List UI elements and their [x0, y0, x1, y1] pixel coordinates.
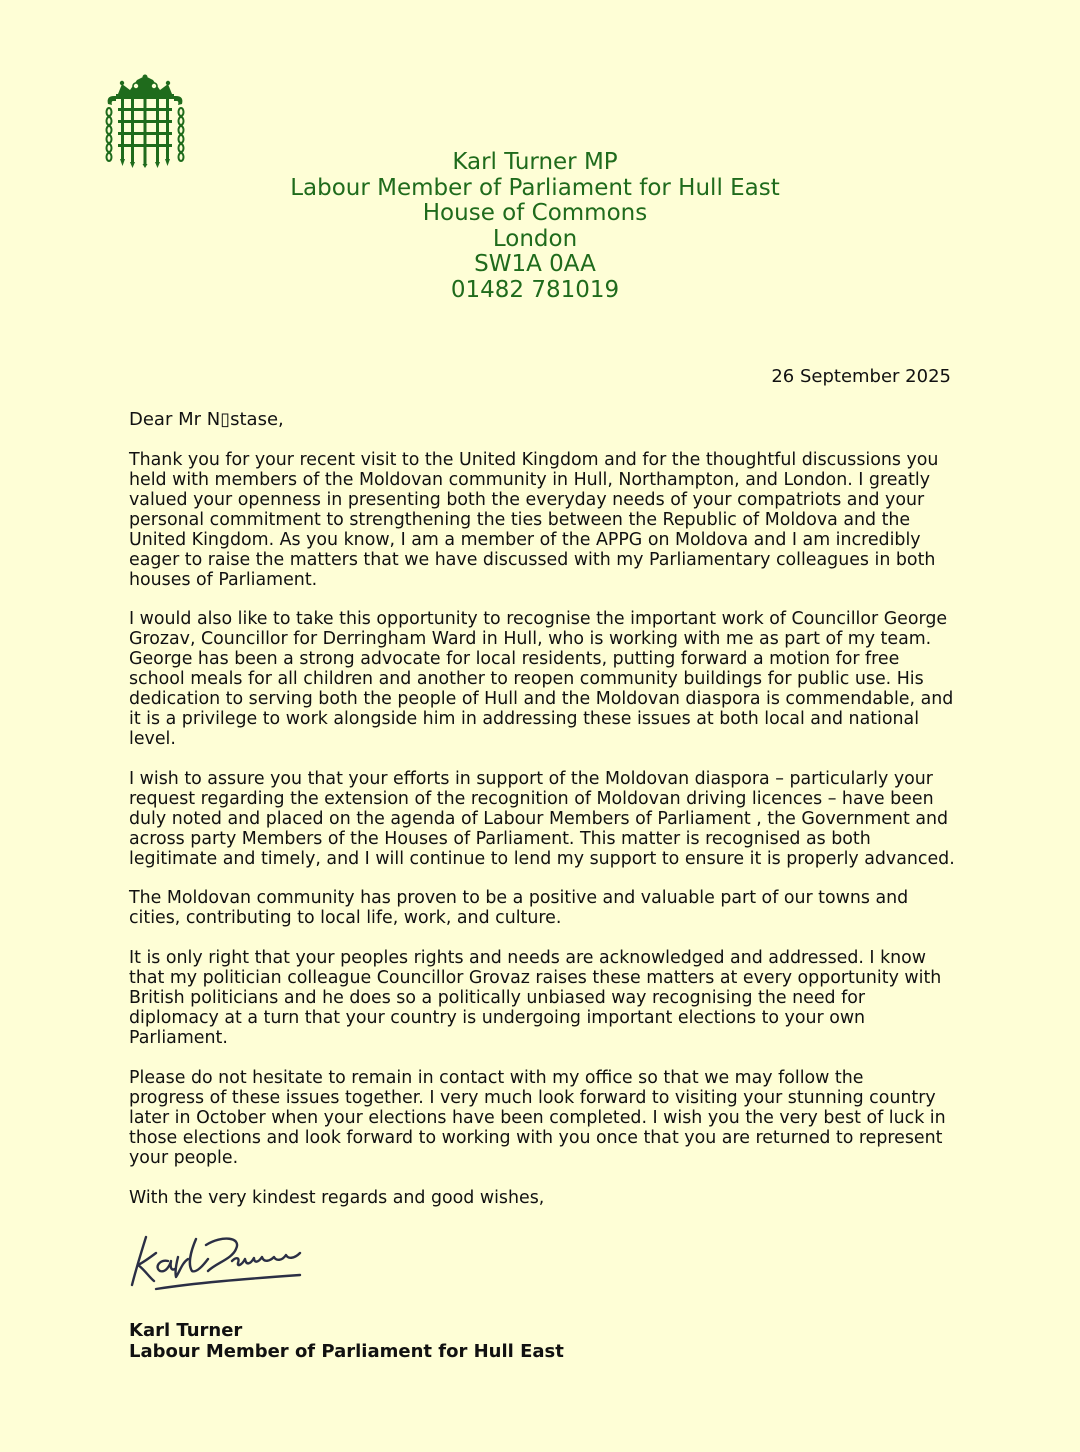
mp-role: Labour Member of Parliament for Hull East — [290, 174, 780, 201]
paragraph-line: I would also like to take this opportunity to recognise the important work of Councillor George — [129, 609, 948, 629]
paragraph-line: personal commitment to strengthening the ties between the Republic of Moldova and the — [129, 510, 911, 530]
signoff-name: Karl Turner — [129, 1320, 243, 1341]
paragraph — [129, 888, 908, 928]
paragraph-line: dedication to serving both the people of Hull and the Moldovan diaspora is commendable, and — [129, 689, 954, 709]
signoff — [129, 1320, 564, 1362]
paragraph-line: across party Members of the Houses of Parliament. This matter is recognised as both — [129, 829, 871, 849]
paragraph-line: later in October when your elections have been completed. I wish you the very best of luck in — [129, 1108, 946, 1128]
paragraph-line: United Kingdom. As you know, I am a member of the APPG on Moldova and I am incredibly — [129, 530, 921, 550]
paragraph-line: progress of these issues together. I very much look forward to visiting your stunning country — [129, 1088, 936, 1108]
paragraph — [129, 1068, 946, 1168]
signature-image — [124, 1225, 309, 1297]
address-city: London — [492, 225, 578, 252]
paragraph-line: I wish to assure you that your efforts in support of the Moldovan diaspora – particularly your — [129, 769, 933, 789]
letter-date: 26 September 2025 — [771, 366, 951, 387]
paragraph-line: British politicians and he does so a politically unbiased way recognising the need for — [129, 988, 866, 1008]
paragraph-line: diplomacy at a turn that your country is undergoing important elections to your own — [129, 1008, 866, 1028]
mp-name: Karl Turner MP — [452, 149, 618, 175]
paragraph-line: valued your openness in presenting both the everyday needs of your compatriots and your — [129, 490, 925, 510]
paragraph-line: it is a privilege to work alongside him in addressing these issues at both local and national — [129, 709, 920, 729]
paragraph-line: request regarding the extension of the recognition of Moldovan driving licences – have been — [129, 789, 934, 809]
paragraph-line: school meals for all children and another to reopen community buildings for public use. His — [129, 669, 924, 689]
paragraph-line: level. — [129, 729, 176, 749]
address-house: House of Commons — [422, 200, 648, 226]
letterhead — [0, 150, 1070, 303]
paragraph — [129, 1188, 544, 1208]
paragraph-line: legitimate and timely, and I will continue to lend my support to ensure it is properly advanced. — [129, 849, 955, 869]
paragraph — [129, 769, 955, 869]
paragraph-line: held with members of the Moldovan community in Hull, Northampton, and London. I greatly — [129, 470, 931, 490]
paragraph-line: those elections and look forward to working with you once that you are returned to represent — [129, 1128, 943, 1148]
paragraph-line: your people. — [129, 1148, 239, 1168]
paragraph — [129, 609, 953, 749]
paragraph — [129, 948, 941, 1048]
paragraph-line: eager to raise the matters that we have discussed with my Parliamentary colleagues in both — [129, 550, 936, 570]
paragraph-line: Grozav, Councillor for Derringham Ward in Hull, who is working with me as part of my team. — [129, 629, 932, 649]
paragraph-line: Thank you for your recent visit to the United Kingdom and for the thoughtful discussions you — [129, 450, 939, 470]
address-postcode: SW1A 0AA — [474, 251, 596, 277]
paragraph-line: that my politician colleague Councillor Grovaz raises these matters at every opportunity with — [129, 968, 942, 988]
signoff-role: Labour Member of Parliament for Hull East — [129, 1341, 564, 1362]
paragraph-line: duly noted and placed on the agenda of Labour Members of Parliament , the Government and — [129, 809, 949, 829]
paragraph — [129, 450, 938, 590]
paragraph-line: Parliament. — [129, 1028, 228, 1048]
paragraph-line: George has been a strong advocate for local residents, putting forward a motion for free — [129, 649, 900, 669]
paragraph-line: It is only right that your peoples rights and needs are acknowledged and addressed. I know — [129, 948, 927, 968]
closing-line: With the very kindest regards and good wishes, — [129, 1188, 545, 1208]
paragraph-line: The Moldovan community has proven to be a positive and valuable part of our towns and — [129, 888, 909, 908]
paragraph-line: houses of Parliament. — [129, 570, 318, 590]
paragraph-line: Please do not hesitate to remain in contact with my office so that we may follow the — [129, 1068, 864, 1088]
salutation: Dear Mr N▯stase, — [129, 409, 284, 430]
paragraph-line: cities, contributing to local life, work, and culture. — [129, 908, 562, 928]
phone-number: 01482 781019 — [450, 276, 620, 303]
